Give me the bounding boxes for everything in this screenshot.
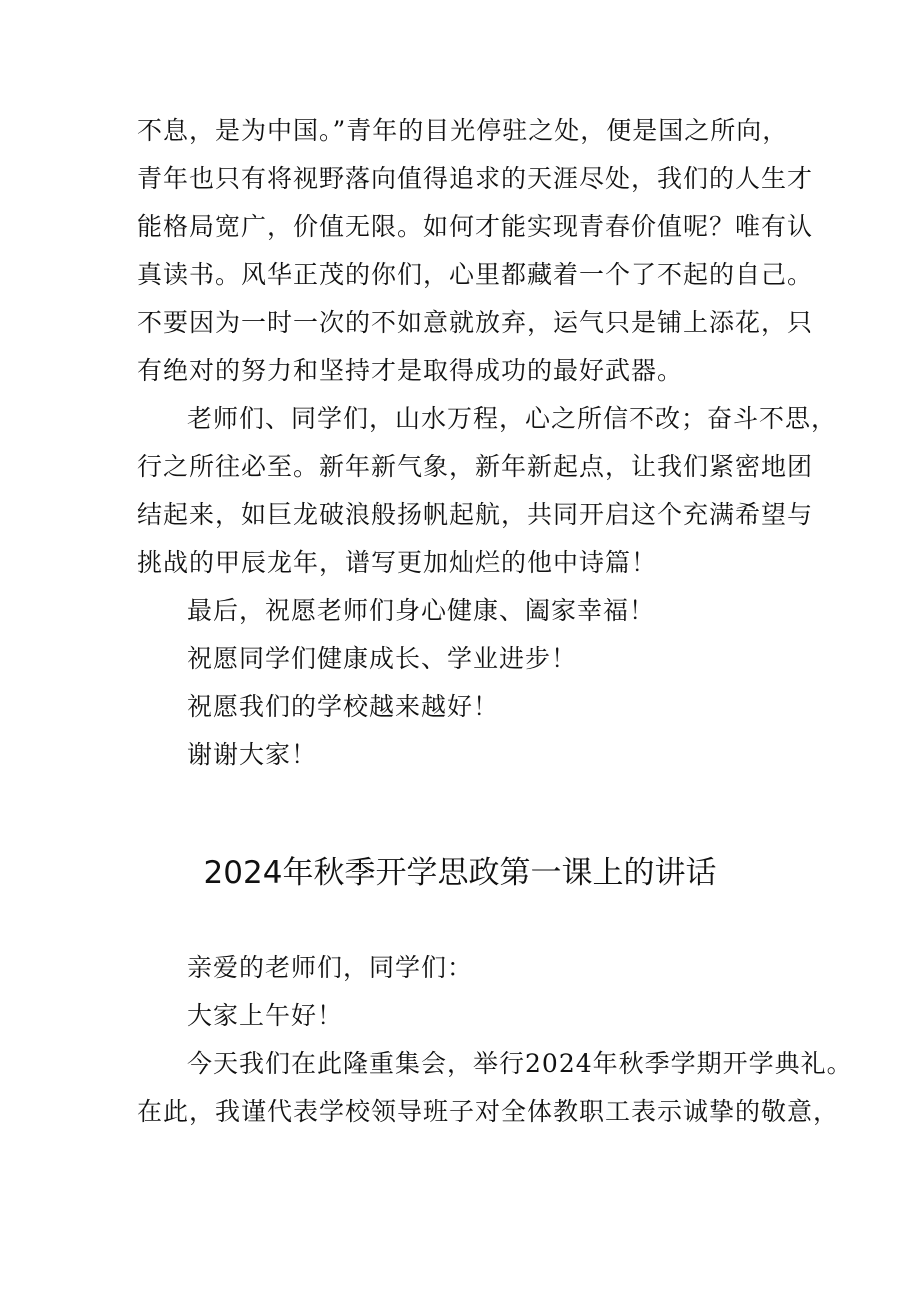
paragraph-line: 真读书。风华正茂的你们，心里都藏着一个了不起的自己。 [137, 260, 814, 289]
paragraph-line: 有绝对的努力和坚持才是取得成功的最好武器。 [137, 356, 684, 385]
greeting-line: 大家上午好！ [187, 1001, 344, 1030]
closing-wish-line: 祝愿我们的学校越来越好！ [187, 692, 500, 721]
paragraph-line: 行之所往必至。新年新气象，新年新起点，让我们紧密地团 [137, 452, 814, 481]
paragraph-line: 青年也只有将视野落向值得追求的天涯尽处，我们的人生才 [137, 164, 814, 193]
paragraph-line: 结起来，如巨龙破浪般扬帆起航，共同开启这个充满希望与 [137, 500, 814, 529]
paragraph-line: 挑战的甲辰龙年，谱写更加灿烂的他中诗篇！ [137, 548, 658, 577]
new-speech-body [137, 944, 853, 1136]
previous-speech-body [137, 107, 838, 779]
paragraph-line: 不息，是为中国。”青年的目光停驻之处，便是国之所向， [137, 116, 789, 145]
speech-title: 2024年秋季开学思政第一课上的讲话 [203, 855, 717, 891]
closing-wish-line: 最后，祝愿老师们身心健康、阖家幸福！ [187, 596, 656, 625]
paragraph-line: 今天我们在此隆重集会，举行2024年秋季学期开学典礼。 [187, 1049, 853, 1078]
closing-wish-line: 祝愿同学们健康成长、学业进步！ [187, 644, 578, 673]
paragraph-line: 老师们、同学们，山水万程，心之所信不改；奋斗不思， [187, 404, 838, 433]
paragraph-line: 不要因为一时一次的不如意就放弃，运气只是铺上添花，只 [137, 308, 814, 337]
closing-thanks-line: 谢谢大家！ [187, 740, 318, 769]
salutation-line: 亲爱的老师们，同学们： [187, 953, 474, 982]
paragraph-line: 在此，我谨代表学校领导班子对全体教职工表示诚挚的敬意， [137, 1097, 840, 1126]
paragraph-line: 能格局宽广，价值无限。如何才能实现青春价值呢？唯有认 [137, 212, 814, 241]
